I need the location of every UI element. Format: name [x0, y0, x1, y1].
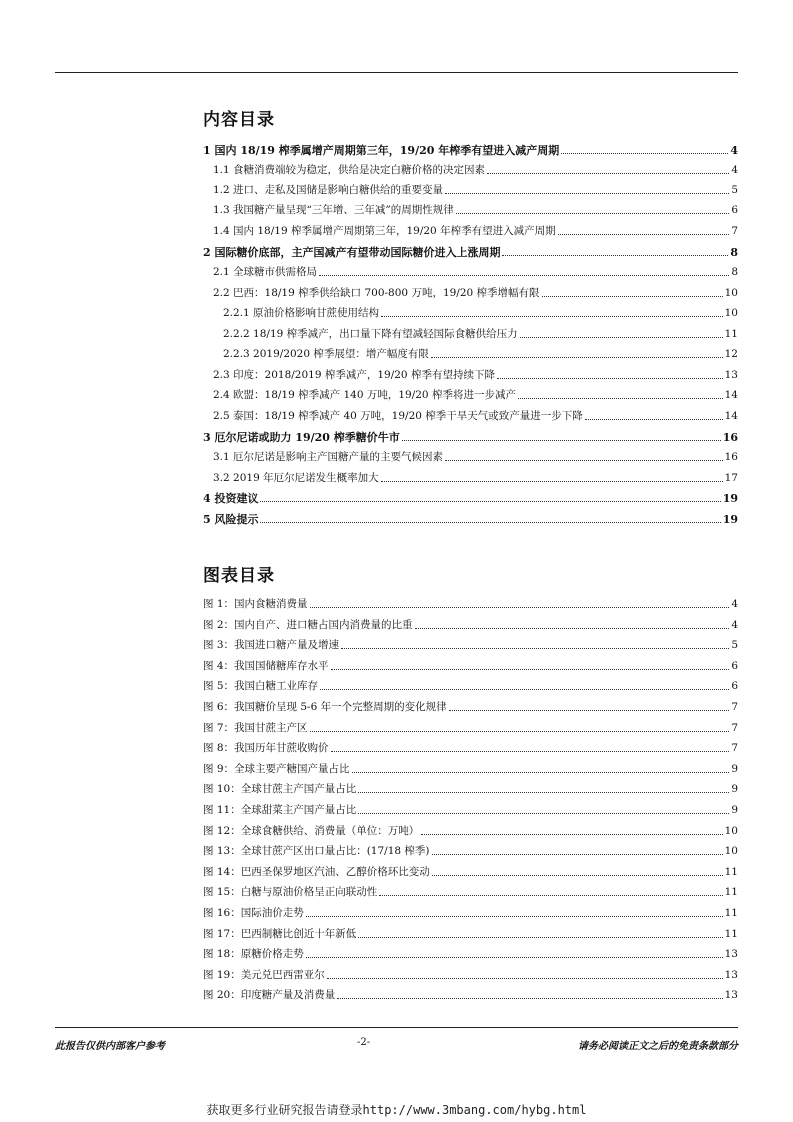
figure-entry[interactable] — [203, 782, 738, 796]
toc-entry[interactable] — [213, 183, 738, 197]
figure-leader-dots — [310, 607, 730, 608]
figure-entry-label: 图 17：巴西制糖比创近十年新低 — [203, 927, 357, 940]
toc-entry-label: 3 厄尔尼诺或助力 19/20 榨季糖价牛市 — [203, 431, 400, 444]
toc-leader-dots — [402, 440, 721, 441]
toc-title: 内容目录 — [203, 110, 275, 130]
toc-entry[interactable] — [213, 409, 738, 423]
figure-entry-page: 5 — [731, 639, 738, 652]
watermark-link[interactable]: 获取更多行业研究报告请登录http://www.3mbang.com/hybg.html — [206, 1103, 587, 1117]
toc-leader-dots — [381, 316, 723, 317]
toc-entry-label: 2.2.1 原油价格影响甘蔗使用结构 — [223, 307, 380, 319]
figure-entry[interactable] — [203, 927, 738, 941]
toc-entry[interactable] — [213, 163, 738, 177]
figure-entry-page: 11 — [724, 865, 738, 878]
toc-leader-dots — [542, 296, 723, 297]
toc-entry[interactable] — [223, 347, 738, 361]
figure-entry-label: 图 19：美元兑巴西雷亚尔 — [203, 968, 325, 981]
toc-leader-dots — [497, 378, 723, 379]
figure-entry[interactable] — [203, 988, 738, 1002]
toc-entry-page: 14 — [724, 410, 738, 422]
toc-entry-label: 3.2 2019 年厄尔尼诺发生概率加大 — [213, 472, 379, 484]
figure-entry-label: 图 11：全球甜菜主产国产量占比 — [203, 804, 357, 816]
toc-entry[interactable] — [203, 491, 738, 505]
toc-entry[interactable] — [223, 327, 738, 341]
toc-leader-dots — [445, 460, 723, 461]
figure-entry-page: 13 — [724, 968, 738, 981]
figure-leader-dots — [421, 834, 722, 835]
toc-leader-dots — [520, 337, 723, 338]
figure-entry-page: 10 — [724, 845, 738, 858]
figure-entry-label: 图 6：我国糖价呈现 5-6 年一个完整周期的变化规律 — [203, 701, 447, 713]
toc-entry[interactable] — [213, 450, 738, 464]
figure-entry[interactable] — [203, 844, 738, 858]
figure-entry-label: 图 10：全球甘蔗主产国产量占比 — [203, 783, 357, 796]
figure-entry[interactable] — [203, 947, 738, 961]
figure-leader-dots — [331, 669, 730, 670]
toc-entry-page: 19 — [722, 513, 738, 526]
figure-leader-dots — [331, 751, 730, 752]
figure-entry-page: 7 — [731, 721, 738, 734]
figure-leader-dots — [306, 916, 723, 917]
toc-entry-label: 2.5 泰国：18/19 榨季减产 40 万吨，19/20 榨季干旱天气或致产量进一步下降 — [213, 410, 583, 422]
toc-leader-dots — [260, 522, 720, 523]
figure-entry-page: 9 — [731, 783, 738, 796]
figure-entry-page: 7 — [731, 742, 738, 755]
figure-entry-page: 9 — [731, 762, 738, 775]
figure-list-title: 图表目录 — [203, 566, 275, 586]
figure-entry[interactable] — [203, 968, 738, 982]
figure-entry-label: 图 7：我国甘蔗主产区 — [203, 721, 308, 734]
toc-entry-page: 5 — [731, 184, 738, 196]
toc-entry-label: 3.1 厄尔尼诺是影响主产国糖产量的主要气候因素 — [213, 451, 444, 463]
figure-entry[interactable] — [203, 721, 738, 735]
figure-leader-dots — [337, 998, 722, 999]
figure-leader-dots — [352, 772, 730, 773]
toc-entry-label: 2.1 全球糖市供需格局 — [213, 266, 318, 278]
toc-entry-label: 2.2 巴西：18/19 榨季供给缺口 700-800 万吨，19/20 榨季增幅有限 — [213, 287, 540, 299]
toc-entry[interactable] — [203, 143, 738, 157]
toc-entry-page: 8 — [731, 266, 738, 278]
figure-entry-page: 6 — [731, 680, 738, 693]
figure-entry[interactable] — [203, 803, 738, 817]
figure-entry-page: 4 — [731, 598, 738, 610]
figure-leader-dots — [358, 792, 729, 793]
toc-entry-page: 7 — [731, 225, 738, 237]
toc-entry-page: 10 — [724, 287, 738, 299]
toc-entry[interactable] — [203, 430, 738, 444]
figure-entry-label: 图 12：全球食糖供给、消费量（单位：万吨） — [203, 824, 420, 837]
toc-entry-label: 2 国际糖价底部，主产国减产有望带动国际糖价进入上涨周期 — [203, 246, 501, 259]
figure-entry-label: 图 3：我国进口糖产量及增速 — [203, 639, 340, 652]
toc-entry[interactable] — [223, 306, 738, 320]
figure-entry[interactable] — [203, 597, 738, 611]
figure-leader-dots — [341, 648, 729, 649]
figure-entry[interactable] — [203, 865, 738, 879]
toc-entry-page: 8 — [730, 246, 738, 259]
figure-entry[interactable] — [203, 700, 738, 714]
header-rule — [55, 72, 738, 73]
toc-entry-label: 2.3 印度：2018/2019 榨季减产，19/20 榨季有望持续下降 — [213, 369, 495, 381]
toc-leader-dots — [456, 213, 730, 214]
figure-entry-label: 图 4：我国国储糖库存水平 — [203, 659, 329, 672]
figure-entry[interactable] — [203, 741, 738, 755]
toc-entry-label: 1 国内 18/19 榨季属增产周期第三年，19/20 年榨季有望进入减产周期 — [203, 144, 560, 157]
toc-entry-label: 1.1 食糖消费端较为稳定，供给是决定白糖价格的决定因素 — [213, 164, 486, 176]
toc-leader-dots — [585, 419, 723, 420]
figure-entry-label: 图 2：国内自产、进口糖占国内消费量的比重 — [203, 618, 413, 631]
figure-entry-label: 图 15：白糖与原油价格呈正向联动性 — [203, 886, 378, 899]
toc-entry[interactable] — [213, 224, 738, 238]
figure-entry[interactable] — [203, 824, 738, 838]
figure-entry[interactable] — [203, 659, 738, 673]
toc-entry[interactable] — [213, 471, 738, 485]
toc-leader-dots — [445, 193, 729, 194]
figure-entry-page: 13 — [724, 989, 738, 1002]
toc-entry-label: 2.4 欧盟：18/19 榨季减产 140 万吨，19/20 榨季将进一步减产 — [213, 389, 516, 401]
toc-leader-dots — [502, 255, 728, 256]
toc-leader-dots — [518, 398, 723, 399]
figure-leader-dots — [379, 895, 722, 896]
toc-entry-page: 14 — [724, 389, 738, 401]
figure-entry-label: 图 5：我国白糖工业库存 — [203, 680, 319, 693]
figure-leader-dots — [320, 689, 729, 690]
toc-entry[interactable] — [213, 368, 738, 382]
figure-leader-dots — [327, 978, 723, 979]
toc-entry-label: 2.2.2 18/19 榨季减产，出口量下降有望减轻国际食糖供给压力 — [223, 328, 518, 340]
figure-entry-page: 4 — [731, 618, 738, 631]
toc-leader-dots — [487, 173, 729, 174]
toc-leader-dots — [319, 275, 729, 276]
toc-entry-page: 16 — [724, 451, 738, 463]
figure-entry-label: 图 20：印度糖产量及消费量 — [203, 989, 336, 1002]
figure-entry-label: 图 9：全球主要产糖国产量占比 — [203, 762, 350, 775]
toc-entry-label: 4 投资建议 — [203, 492, 259, 505]
toc-entry[interactable] — [203, 245, 738, 259]
toc-entry[interactable] — [213, 286, 738, 300]
toc-entry-page: 4 — [731, 164, 738, 176]
footer-rule — [55, 1027, 738, 1028]
toc-entry-label: 5 风险提示 — [203, 513, 259, 526]
figure-entry[interactable] — [203, 762, 738, 776]
figure-leader-dots — [358, 813, 729, 814]
figure-entry[interactable] — [203, 885, 738, 899]
toc-entry[interactable] — [203, 512, 738, 526]
figure-leader-dots — [432, 875, 723, 876]
figure-leader-dots — [358, 937, 722, 938]
figure-entry[interactable] — [203, 906, 738, 920]
toc-leader-dots — [381, 481, 723, 482]
figure-leader-dots — [449, 710, 730, 711]
toc-leader-dots — [558, 234, 730, 235]
figure-entry-label: 图 8：我国历年甘蔗收购价 — [203, 742, 329, 755]
figure-entry-page: 9 — [731, 804, 738, 816]
toc-entry-label: 2.2.3 2019/2020 榨季展望：增产幅度有限 — [223, 348, 429, 360]
toc-entry-page: 12 — [724, 348, 738, 360]
toc-entry[interactable] — [213, 203, 738, 217]
toc-entry-page: 19 — [722, 492, 738, 505]
figure-entry-page: 10 — [724, 824, 738, 837]
figure-entry[interactable] — [203, 618, 738, 632]
toc-entry-page: 11 — [724, 328, 738, 340]
figure-entry-page: 11 — [724, 886, 738, 899]
toc-leader-dots — [561, 153, 728, 154]
figure-entry-page: 7 — [731, 701, 738, 713]
footer-disclaimer: 此报告仅供内部客户参考 — [55, 1041, 165, 1052]
footer-terms-note: 请务必阅读正文之后的免责条款部分 — [578, 1041, 738, 1052]
figure-entry-page: 6 — [731, 659, 738, 672]
toc-entry-page: 13 — [724, 369, 738, 381]
toc-entry-page: 4 — [730, 144, 738, 157]
toc-leader-dots — [431, 357, 723, 358]
toc-entry-page: 10 — [724, 307, 738, 319]
toc-entry-page: 17 — [724, 472, 738, 484]
figure-entry[interactable] — [203, 638, 738, 652]
toc-entry-page: 6 — [731, 204, 738, 216]
figure-entry-label: 图 13：全球甘蔗产区出口量占比：(17/18 榨季) — [203, 845, 430, 858]
figure-entry-page: 11 — [724, 907, 738, 919]
toc-entry-page: 16 — [722, 431, 738, 444]
figure-entry[interactable] — [203, 679, 738, 693]
toc-entry-label: 1.4 国内 18/19 榨季属增产周期第三年，19/20 年榨季有望进入减产周期 — [213, 225, 556, 237]
toc-entry-label: 1.3 我国糖产量呈现“三年增、三年减”的周期性规律 — [213, 204, 454, 216]
figure-leader-dots — [310, 731, 730, 732]
figure-entry-page: 11 — [724, 927, 738, 940]
toc-entry-label: 1.2 进口、走私及国储是影响白糖供给的重要变量 — [213, 184, 444, 196]
figure-leader-dots — [415, 628, 730, 629]
figure-entry-label: 图 14：巴西圣保罗地区汽油、乙醇价格环比变动 — [203, 865, 430, 878]
toc-leader-dots — [260, 501, 720, 502]
figure-leader-dots — [306, 957, 723, 958]
figure-entry-page: 13 — [724, 948, 738, 961]
figure-leader-dots — [432, 854, 723, 855]
figure-entry-label: 图 1：国内食糖消费量 — [203, 598, 308, 610]
page-number: -2- — [357, 1037, 371, 1048]
toc-entry[interactable] — [213, 265, 738, 279]
toc-entry[interactable] — [213, 388, 738, 402]
figure-entry-label: 图 18：原糖价格走势 — [203, 948, 304, 961]
figure-entry-label: 图 16：国际油价走势 — [203, 907, 304, 919]
